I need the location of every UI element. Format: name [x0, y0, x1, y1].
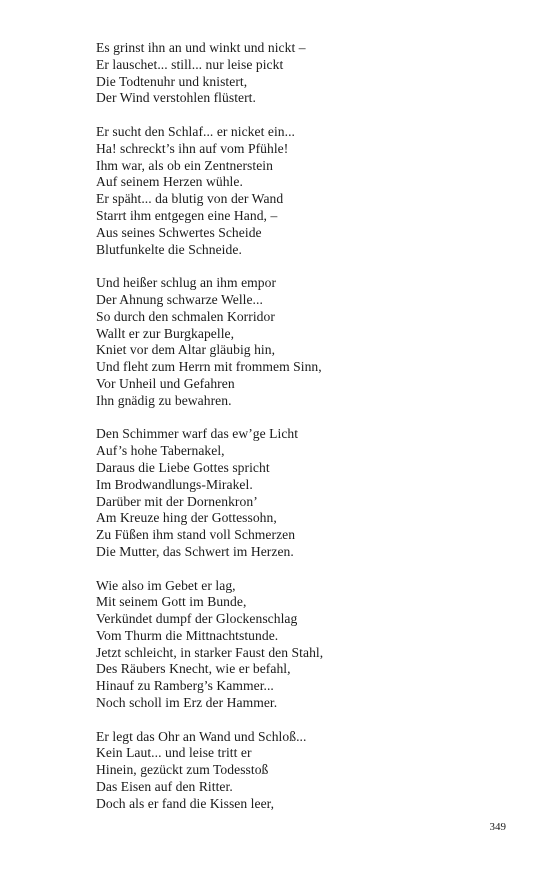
verse-line: Der Ahnung schwarze Welle... — [96, 291, 263, 307]
stanza-6 — [96, 729, 516, 813]
verse-line: Im Brodwandlungs-Mirakel. — [96, 476, 253, 492]
verse-line: Die Mutter, das Schwert im Herzen. — [96, 543, 294, 559]
verse-line: Starrt ihm entgegen eine Hand, – — [96, 207, 278, 223]
verse-line: Ihm war, als ob ein Zentnerstein — [96, 157, 273, 173]
verse-line: Am Kreuze hing der Gottessohn, — [96, 510, 277, 526]
verse-line: Hinauf zu Ramberg’s Kammer... — [96, 678, 274, 694]
verse-line: Auf’s hohe Tabernakel, — [96, 443, 225, 459]
verse-line: Und fleht zum Herrn mit frommem Sinn, — [96, 359, 322, 375]
verse-line: Hinein, gezückt zum Todesstoß — [96, 762, 269, 778]
verse-line: Er späht... da blutig von der Wand — [96, 191, 284, 207]
stanza-5 — [96, 578, 516, 712]
verse-line: Die Todtenuhr und knistert, — [96, 73, 248, 89]
verse-line: Den Schimmer warf das ew’ge Licht — [96, 426, 299, 442]
verse-line: Darüber mit der Dornenkron’ — [96, 493, 258, 509]
verse-line: Blutfunkelte die Schneide. — [96, 241, 242, 257]
verse-line: Der Wind verstohlen flüstert. — [96, 90, 256, 106]
verse-line: Verkündet dumpf der Glockenschlag — [96, 611, 298, 627]
verse-line: Kniet vor dem Altar gläubig hin, — [96, 342, 276, 358]
verse-line: Vom Thurm die Mittnachtstunde. — [96, 627, 279, 643]
verse-line: Mit seinem Gott im Bunde, — [96, 594, 247, 610]
verse-line: Des Räubers Knecht, wie er befahl, — [96, 661, 291, 677]
verse-line: Vor Unheil und Gefahren — [96, 375, 235, 391]
verse-line: Aus seines Schwertes Scheide — [96, 224, 262, 240]
poem-body — [96, 40, 516, 829]
stanza-4 — [96, 426, 516, 560]
verse-line: Das Eisen auf den Ritter. — [96, 779, 233, 795]
verse-line: Wie also im Gebet er lag, — [96, 577, 236, 593]
verse-line: So durch den schmalen Korridor — [96, 308, 275, 324]
verse-line: Noch scholl im Erz der Hammer. — [96, 695, 278, 711]
verse-line: Zu Füßen ihm stand voll Schmerzen — [96, 527, 296, 543]
verse-line: Er lauschet... still... nur leise pickt — [96, 56, 284, 72]
verse-line: Ha! schreckt’s ihn auf vom Pfühle! — [96, 140, 289, 156]
verse-line: Jetzt schleicht, in starker Faust den Stahl, — [96, 644, 324, 660]
verse-line: Wallt er zur Burgkapelle, — [96, 325, 235, 341]
verse-line: Auf seinem Herzen wühle. — [96, 174, 243, 190]
stanza-3 — [96, 275, 516, 409]
verse-line: Es grinst ihn an und winkt und nickt – — [96, 40, 306, 55]
stanza-1 — [96, 40, 516, 107]
verse-line: Er legt das Ohr an Wand und Schloß... — [96, 728, 307, 744]
verse-line: Daraus die Liebe Gottes spricht — [96, 459, 270, 475]
page-number: 349 — [489, 821, 506, 833]
verse-line: Er sucht den Schlaf... er nicket ein... — [96, 123, 295, 139]
verse-line: Und heißer schlug an ihm empor — [96, 275, 277, 291]
stanza-2 — [96, 124, 516, 258]
verse-line: Kein Laut... und leise tritt er — [96, 745, 252, 761]
verse-line: Doch als er fand die Kissen leer, — [96, 795, 275, 811]
verse-line: Ihn gnädig zu bewahren. — [96, 392, 232, 408]
